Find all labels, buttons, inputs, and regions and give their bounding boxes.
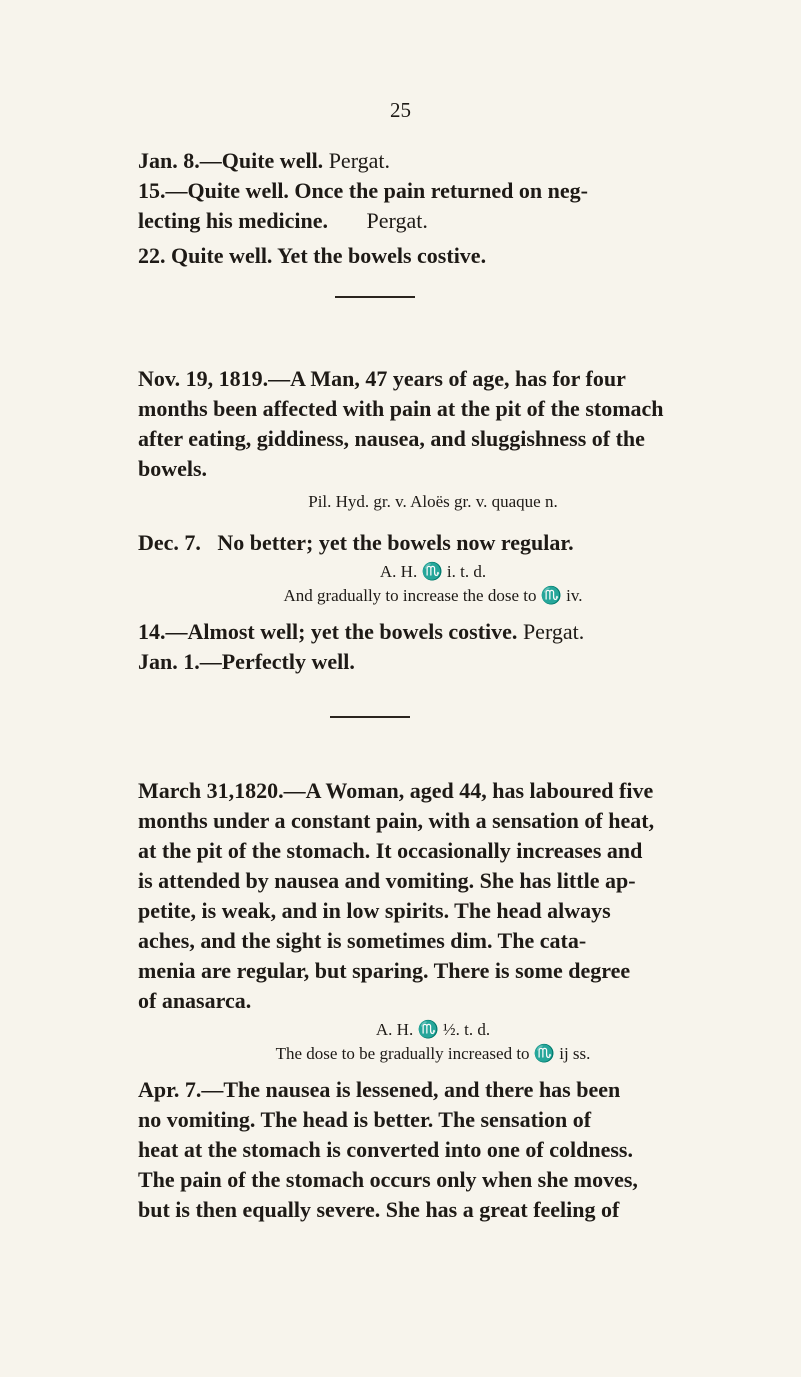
text-line: after eating, giddiness, nausea, and sluggishness of the (138, 426, 645, 451)
text-line: menia are regular, but sparing. There is some degree (138, 958, 631, 983)
text-line: Jan. 8.—Quite well. Pergat. (138, 148, 390, 173)
entry-nov-1819-case (138, 364, 728, 677)
text-line: heat at the stomach is converted into one of coldness. (138, 1137, 633, 1162)
text-line: Apr. 7.—The nausea is lessened, and there has been (138, 1077, 621, 1102)
text-line: Dec. 7. No better; yet the bowels now regular. (138, 530, 574, 555)
prescription-line: And gradually to increase the dose to ♏ iv. (283, 586, 583, 605)
text-line: is attended by nausea and vomiting. She has little ap- (138, 868, 636, 893)
section-divider (335, 296, 415, 298)
text-line: aches, and the sight is sometimes dim. The cata- (138, 928, 587, 953)
text-line: months been affected with pain at the pit of the stomach (138, 396, 664, 421)
entry-march-1820-case (138, 776, 728, 1225)
text-line: lecting his medicine. Pergat. (138, 208, 428, 233)
text-line: months under a constant pain, with a sensation of heat, (138, 808, 655, 833)
prescription-line: The dose to be gradually increased to ♏ ij ss. (275, 1044, 591, 1063)
text-line: at the pit of the stomach. It occasionally increases and (138, 838, 643, 863)
text-line: March 31,1820.—A Woman, aged 44, has laboured five (138, 778, 654, 803)
page-number: 25 (390, 98, 411, 122)
text-line: of anasarca. (138, 988, 252, 1013)
text-line: petite, is weak, and in low spirits. The head always (138, 898, 611, 923)
text-line: but is then equally severe. She has a great feeling of (138, 1197, 620, 1222)
prescription-line: Pil. Hyd. gr. v. Aloës gr. v. quaque n. (308, 492, 558, 511)
text-line: 22. Quite well. Yet the bowels costive. (138, 243, 487, 268)
text-line: bowels. (138, 456, 208, 481)
text-line: The pain of the stomach occurs only when she moves, (138, 1167, 638, 1192)
text-line: 15.—Quite well. Once the pain returned on neg- (138, 178, 588, 203)
text-line: Nov. 19, 1819.—A Man, 47 years of age, has for four (138, 366, 626, 391)
section-divider (330, 716, 410, 718)
entry-jan-case-followup (138, 146, 728, 271)
prescription-line: A. H. ♏ ½. t. d. (375, 1020, 491, 1039)
text-line: 14.—Almost well; yet the bowels costive. Pergat. (138, 619, 585, 644)
text-line: Jan. 1.—Perfectly well. (138, 649, 355, 674)
text-line: no vomiting. The head is better. The sensation of (138, 1107, 592, 1132)
prescription-line: A. H. ♏ i. t. d. (379, 562, 487, 581)
